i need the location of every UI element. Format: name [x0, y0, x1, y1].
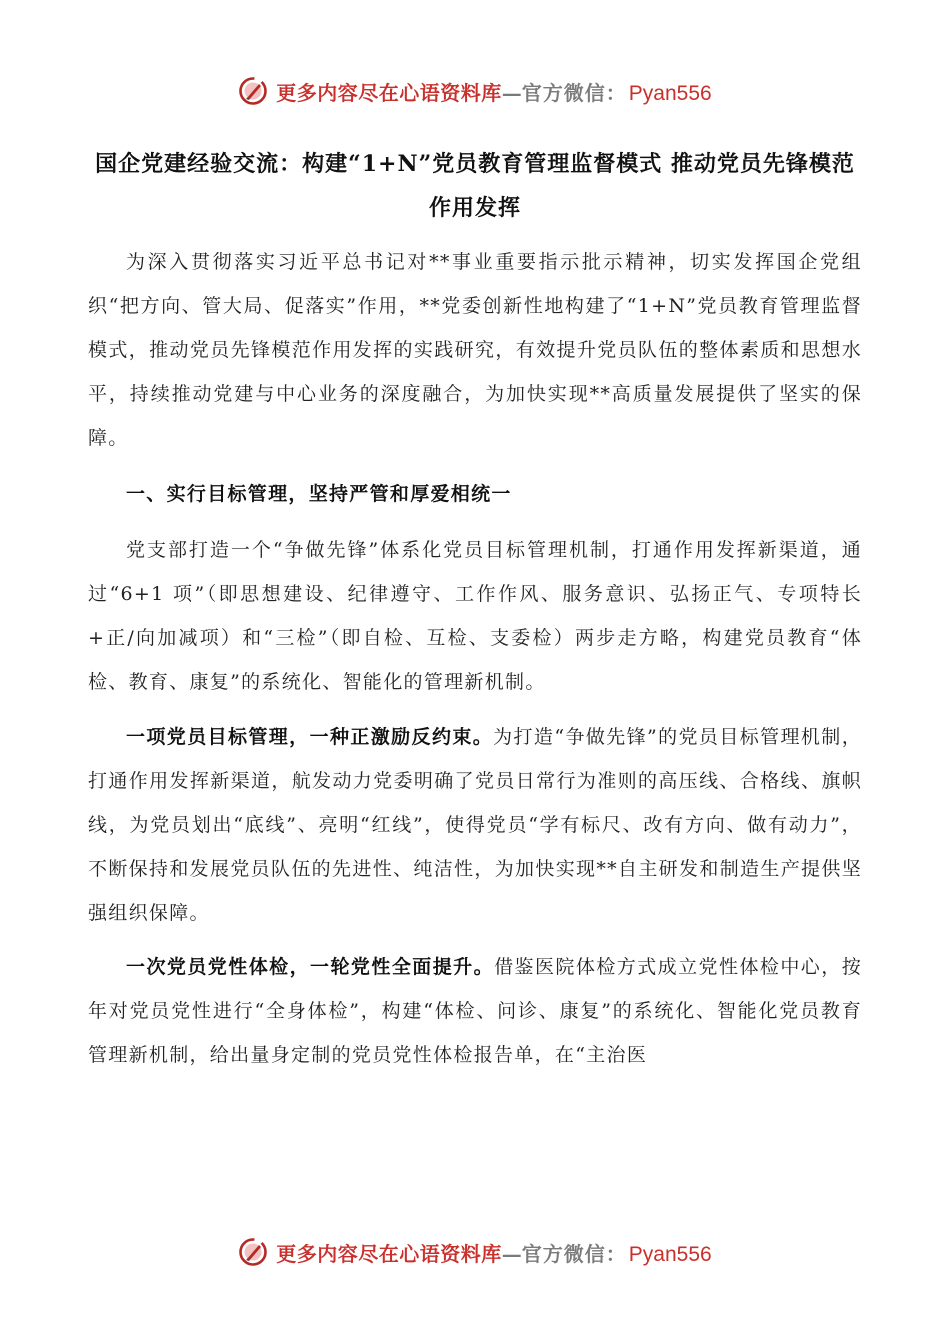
banner-weixin-id: Pyan556 — [628, 1242, 712, 1266]
footer-banner — [0, 1232, 950, 1272]
banner-separator: — — [501, 80, 522, 105]
banner-separator: — — [501, 1241, 522, 1266]
section1-paragraph: 党支部打造一个“争做先锋”体系化党员目标管理机制，打通作用发挥新渠道，通过“6+1 项”（即思想建设、纪律遵守、工作作风、服务意识、弘扬正气、专项特长+正/向加减项）和“三检”（即自检、互检、支委检）两步走方略，构建党员教育“体检、教育、康复”的系统化、智能化的管理新机制。 — [88, 539, 862, 693]
banner-weixin-label: 官方微信： — [521, 80, 627, 105]
header-banner — [0, 71, 950, 111]
banner-main-text: 更多内容尽在心语资料库 — [276, 1241, 502, 1266]
item2-text: 借鉴医院体检方式成立党性体检中心，按年对党员党性进行“全身体检”，构建“体检、问诊、康复”的系统化、智能化党员教育管理新机制，给出量身定制的党员党性体检报告单，在“主治医 — [88, 956, 862, 1066]
item2-paragraph — [88, 945, 862, 1077]
banner-weixin-label: 官方微信： — [521, 1241, 627, 1266]
banner-text — [276, 77, 711, 106]
item1-text: 为打造“争做先锋”的党员目标管理机制，打通作用发挥新渠道，航发动力党委明确了党员日常行为准则的高压线、合格线、旗帜线，为党员划出“底线”、亮明“红线”，使得党员“学有标尺、改有方向、做有动力”，不断保持和发展党员队伍的先进性、纯洁性，为加快实现**自主研发和制造生产提供坚强组织保障。 — [88, 726, 862, 924]
brush-seal-logo-icon — [238, 76, 268, 106]
item2-lead: 一次党员党性体检，一轮党性全面提升。 — [126, 956, 495, 978]
banner-text — [276, 1238, 711, 1267]
item1-paragraph — [88, 715, 862, 935]
section-heading-1: 一、实行目标管理，坚持严管和厚爱相统一 — [126, 483, 512, 505]
intro-paragraph: 为深入贯彻落实习近平总书记对**事业重要指示批示精神，切实发挥国企党组织“把方向、管大局、促落实”作用，**党委创新性地构建了“1+N”党员教育管理监督模式，推动党员先锋模范作用发挥的实践研究，有效提升党员队伍的整体素质和思想水平，持续推动党建与中心业务的深度融合，为加快实现**高质量发展提供了坚实的保障。 — [88, 251, 862, 449]
banner-main-text: 更多内容尽在心语资料库 — [276, 80, 502, 105]
banner-weixin-id: Pyan556 — [628, 81, 712, 105]
item1-lead: 一项党员目标管理，一种正激励反约束。 — [126, 726, 494, 748]
brush-seal-logo-icon — [238, 1237, 268, 1267]
document-title: 国企党建经验交流：构建“1+N”党员教育管理监督模式 推动党员先锋模范作用发挥 — [95, 151, 855, 221]
